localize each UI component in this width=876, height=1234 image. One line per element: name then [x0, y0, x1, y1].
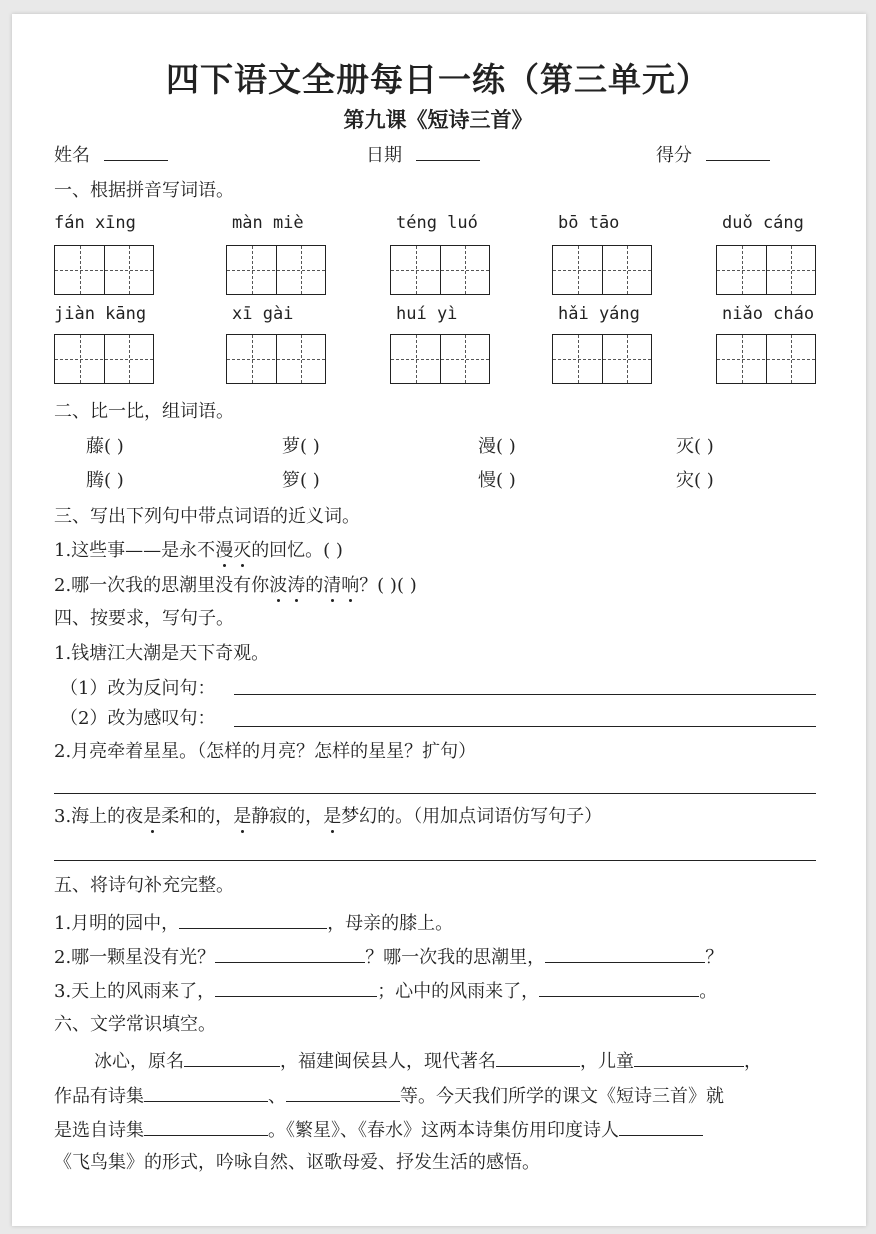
dotted-char: 波: [269, 575, 288, 596]
literature-blank[interactable]: [634, 1048, 744, 1067]
question-text: 的: [305, 575, 324, 596]
date-label: 日期: [366, 145, 402, 166]
compare-item[interactable]: 藤( ): [86, 436, 124, 457]
pinyin-label: fán xīng: [54, 213, 136, 233]
section-6-heading: 六、文学常识填空。: [54, 1014, 216, 1035]
score-blank[interactable]: [706, 142, 770, 161]
section-1-heading: 一、根据拼音写词语。: [54, 180, 234, 201]
score-label: 得分: [656, 145, 692, 166]
poem-line-1[interactable]: 1.月明的园中， ，母亲的膝上。: [54, 910, 453, 935]
pinyin-label: xī gài: [232, 304, 294, 324]
page-title: 四下语文全册每日一练（第三单元）: [166, 60, 710, 99]
writing-grid[interactable]: [552, 245, 652, 295]
compare-item[interactable]: 灾( ): [676, 470, 714, 491]
writing-grid[interactable]: [390, 334, 490, 384]
compare-item[interactable]: 漫( ): [478, 436, 516, 457]
dotted-char: 是: [233, 806, 252, 827]
writing-grid[interactable]: [54, 334, 154, 384]
section-4-heading: 四、按要求，写句子。: [54, 608, 234, 629]
pinyin-label: huí yì: [396, 304, 458, 324]
poem-blank[interactable]: [215, 978, 377, 997]
literature-blank[interactable]: [144, 1117, 268, 1136]
expand-answer-line[interactable]: [54, 793, 816, 794]
literature-line-3[interactable]: 是选自诗集 。《繁星》、《春水》这两本诗集仿用印度诗人: [54, 1117, 703, 1142]
exclamation-answer-line[interactable]: [234, 726, 816, 727]
date-blank[interactable]: [416, 142, 480, 161]
question-text: 2.哪一次我的思潮里没有你: [54, 575, 270, 596]
section-5-heading: 五、将诗句补充完整。: [54, 875, 234, 896]
sentence-2: 2.月亮牵着星星。（怎样的月亮？怎样的星星？扩句）: [54, 741, 477, 762]
exclamation-label: （2）改为感叹句：: [60, 708, 216, 729]
section-2-heading: 二、比一比，组词语。: [54, 401, 234, 422]
poem-blank[interactable]: [215, 944, 365, 963]
literature-blank[interactable]: [184, 1048, 280, 1067]
literature-blank[interactable]: [496, 1048, 580, 1067]
literature-line-4: 《飞鸟集》的形式，吟咏自然、讴歌母爱、抒发生活的感悟。: [54, 1152, 540, 1173]
compare-item[interactable]: 灭( ): [676, 436, 714, 457]
writing-grid[interactable]: [54, 245, 154, 295]
synonym-question-2[interactable]: [54, 575, 417, 597]
literature-blank[interactable]: [144, 1083, 268, 1102]
pinyin-label: niǎo cháo: [722, 304, 815, 324]
name-label: 姓名: [54, 145, 90, 166]
sentence-1: 1.钱塘江大潮是天下奇观。: [54, 643, 270, 664]
compare-item[interactable]: 箩( ): [282, 470, 320, 491]
compare-item[interactable]: 慢( ): [478, 470, 516, 491]
imitate-answer-line[interactable]: [54, 860, 816, 861]
dotted-char: 响: [341, 575, 360, 596]
writing-grid[interactable]: [226, 334, 326, 384]
writing-grid[interactable]: [226, 245, 326, 295]
poem-blank[interactable]: [179, 910, 327, 929]
answer-brackets[interactable]: 的回忆。( ): [251, 540, 343, 561]
score-field[interactable]: [656, 142, 770, 167]
sentence-3: 3.海上的夜是柔和的，是静寂的，是梦幻的。（用加点词语仿写句子）: [54, 806, 603, 827]
rhetorical-label: （1）改为反问句：: [60, 678, 216, 699]
date-field[interactable]: [366, 142, 480, 167]
compare-item[interactable]: 腾( ): [86, 470, 124, 491]
pinyin-label: téng luó: [396, 213, 478, 233]
lesson-subtitle: 第九课《短诗三首》: [343, 107, 533, 132]
dotted-char: 是: [143, 806, 162, 827]
name-field[interactable]: [54, 142, 168, 167]
synonym-question-1[interactable]: [54, 540, 343, 562]
dotted-char: 灭: [233, 540, 252, 561]
poem-line-2[interactable]: 2.哪一颗星没有光？ ？哪一次我的思潮里， ？: [54, 944, 723, 969]
answer-brackets[interactable]: ？( )( ): [359, 575, 417, 596]
literature-blank[interactable]: [286, 1083, 400, 1102]
literature-line-2[interactable]: 作品有诗集 、 等。今天我们所学的课文《短诗三首》就: [54, 1083, 724, 1108]
writing-grid[interactable]: [552, 334, 652, 384]
poem-blank[interactable]: [539, 978, 699, 997]
writing-grid[interactable]: [390, 245, 490, 295]
writing-grid[interactable]: [716, 245, 816, 295]
dotted-char: 是: [323, 806, 342, 827]
pinyin-label: bō tāo: [558, 213, 620, 233]
literature-blank[interactable]: [619, 1117, 703, 1136]
pinyin-label: hǎi yáng: [558, 304, 640, 324]
pinyin-label: jiàn kāng: [54, 304, 147, 324]
question-text: 1.这些事——是永不: [54, 540, 216, 561]
name-blank[interactable]: [104, 142, 168, 161]
poem-line-3[interactable]: 3.天上的风雨来了， ；心中的风雨来了， 。: [54, 978, 717, 1003]
dotted-char: 涛: [287, 575, 306, 596]
compare-item[interactable]: 萝( ): [282, 436, 320, 457]
pinyin-label: màn miè: [232, 213, 304, 233]
dotted-char: 漫: [215, 540, 234, 561]
rhetorical-answer-line[interactable]: [234, 694, 816, 695]
literature-line-1[interactable]: 冰心，原名 ，福建闽侯县人，现代著名 ，儿童 ，: [94, 1048, 762, 1073]
dotted-char: 清: [323, 575, 342, 596]
writing-grid[interactable]: [716, 334, 816, 384]
pinyin-label: duǒ cáng: [722, 213, 804, 233]
section-3-heading: 三、写出下列句中带点词语的近义词。: [54, 506, 360, 527]
poem-blank[interactable]: [545, 944, 705, 963]
